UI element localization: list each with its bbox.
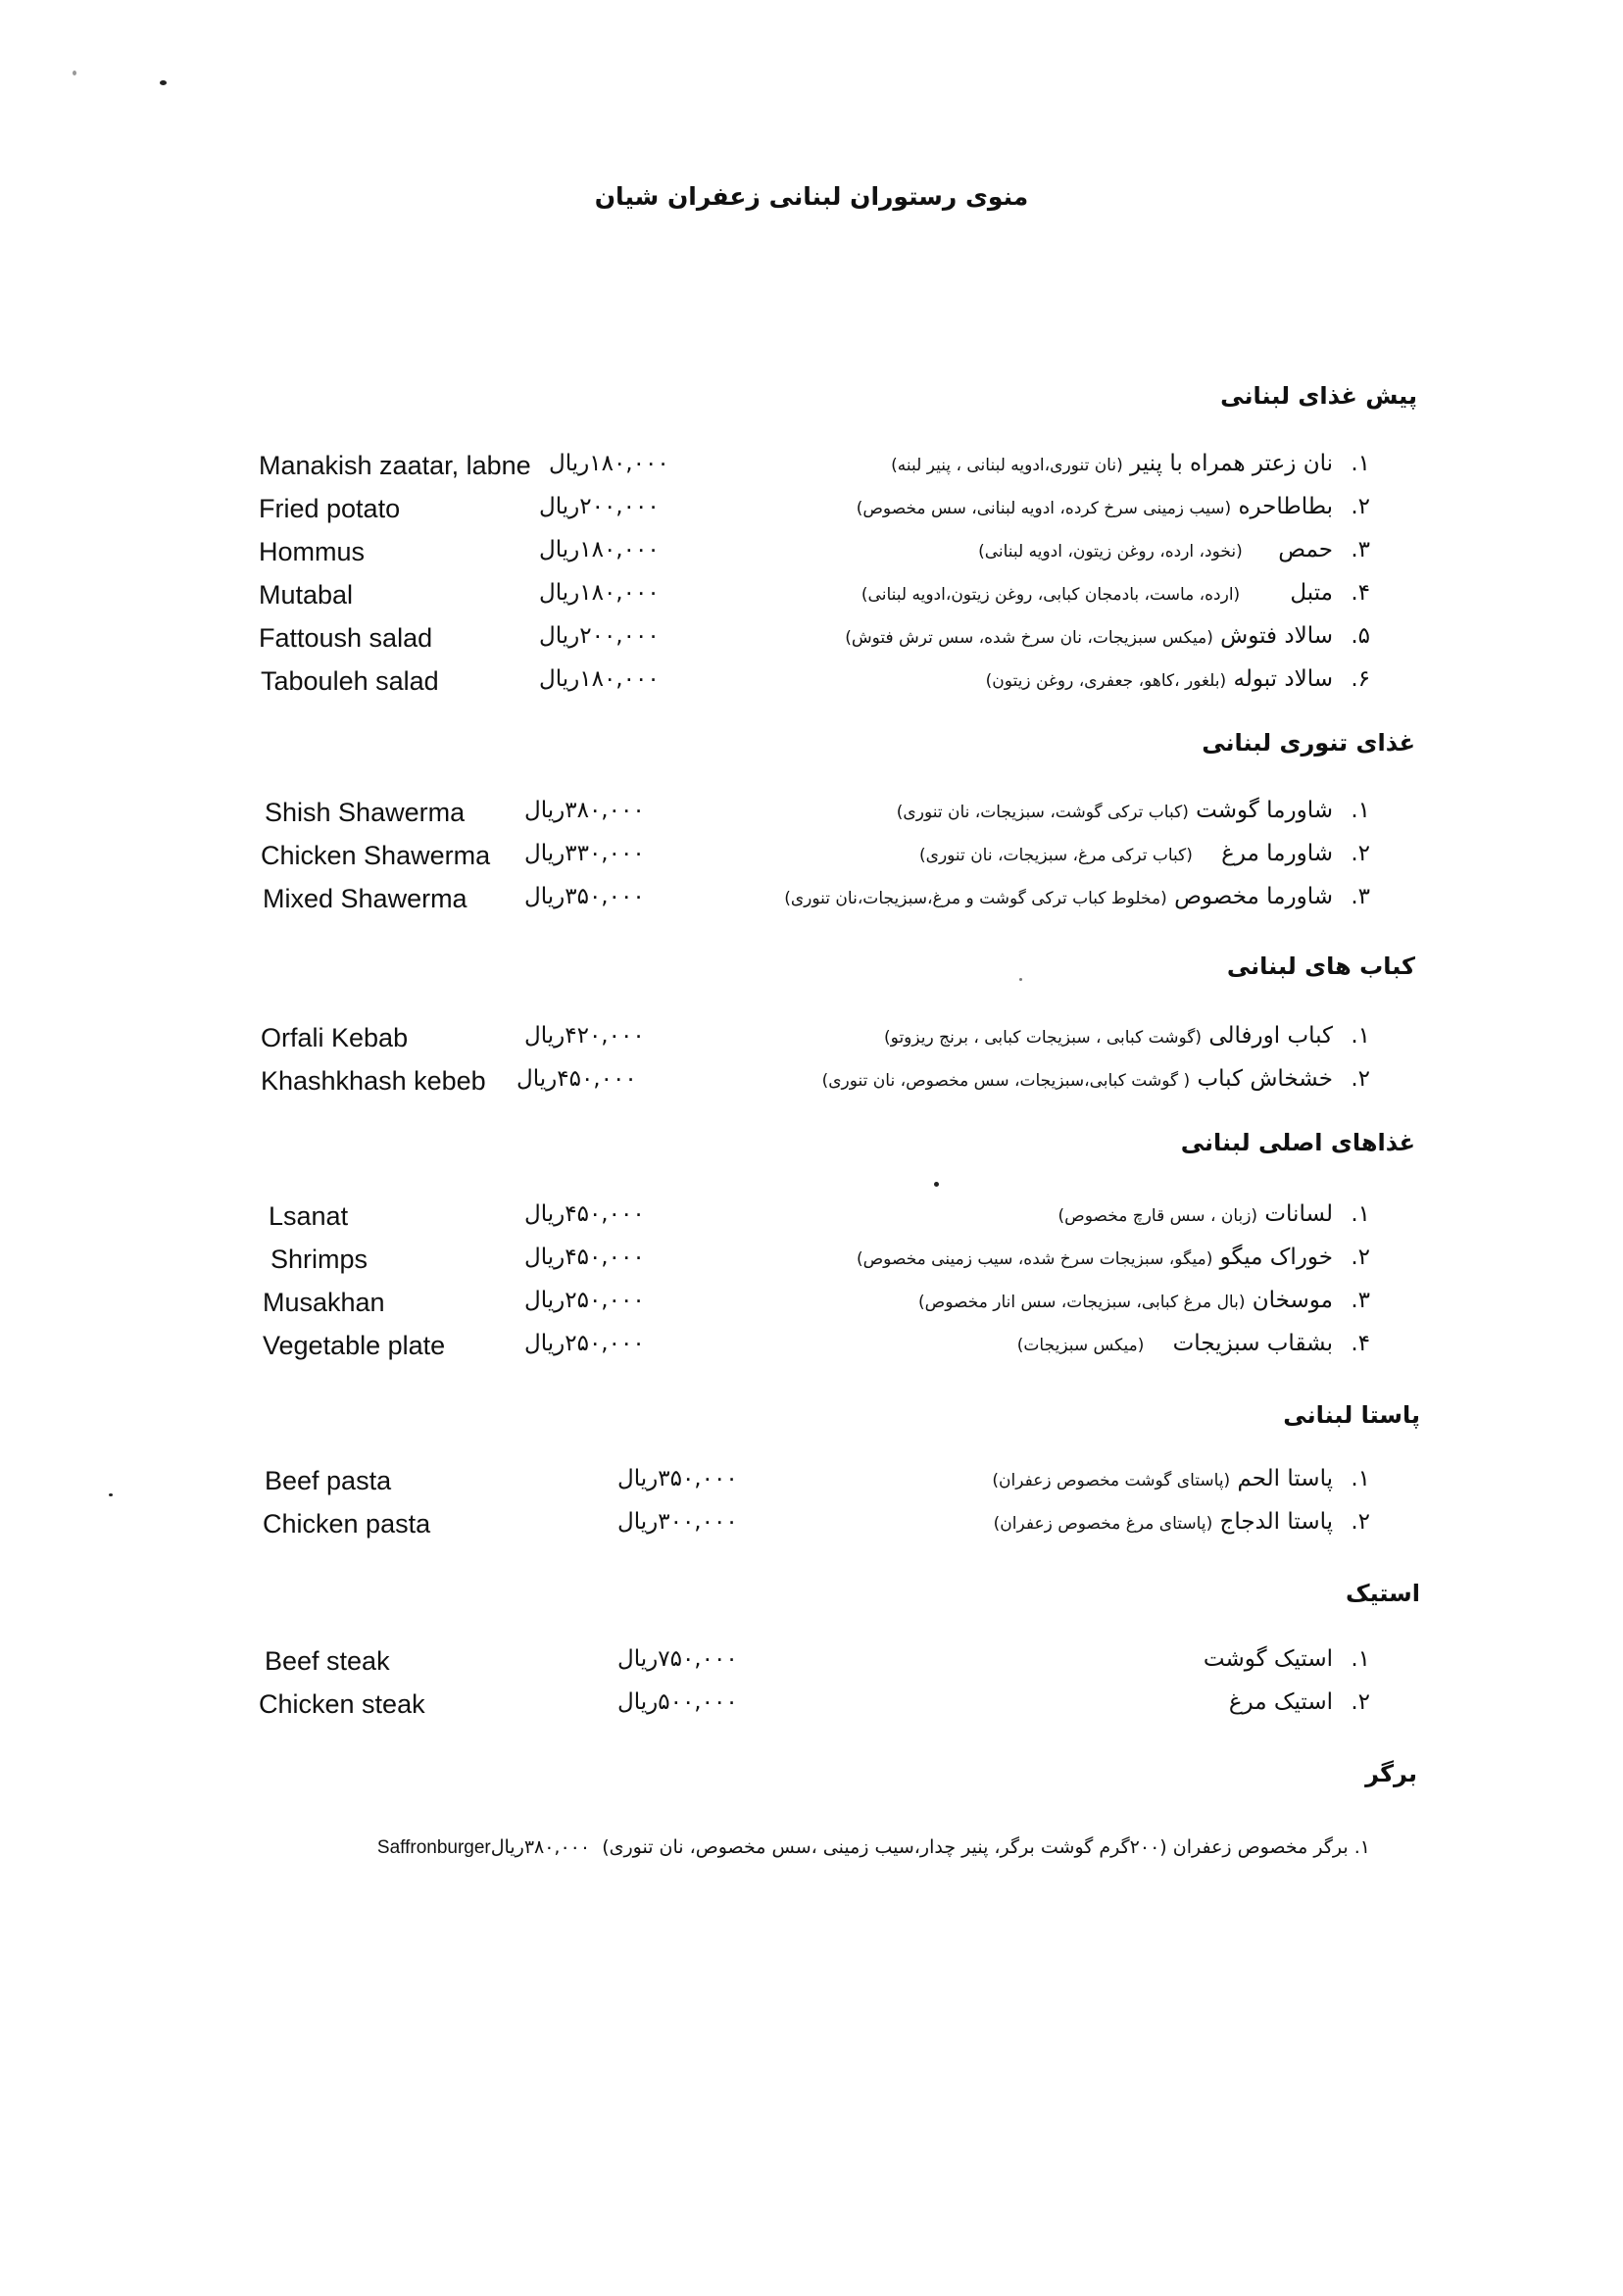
item-english-name: Vegetable plate [263, 1331, 446, 1360]
menu-item [0, 537, 1623, 576]
item-english-name: Saffronburger [376, 1837, 491, 1858]
section-heading-appetizers: پیش غذای لبنانی [1220, 382, 1417, 410]
item-persian-name: شاورما مخصوص [1174, 884, 1333, 909]
item-number: ۲. [1351, 1689, 1370, 1715]
item-number: ۲. [1351, 494, 1370, 519]
item-english-name: Mutabal [259, 580, 354, 610]
item-number: ۱. [1351, 1466, 1370, 1491]
item-persian-description [822, 1066, 1333, 1092]
section-heading-main-dishes: غذاهای اصلی لبنانی [1180, 1129, 1415, 1156]
page-title: منوی رستوران لبنانی زعفران شیان [594, 182, 1029, 211]
item-persian-detail: (میگو، سبزیجات سرخ شده، سیب زمینی مخصوص) [856, 1249, 1213, 1269]
menu-item [0, 841, 1623, 880]
item-persian-description [1058, 1201, 1333, 1227]
item-persian-detail: (زبان ، سس قارچ مخصوص) [1057, 1206, 1258, 1226]
item-persian-description [992, 1466, 1333, 1491]
item-price: ۳۸۰,۰۰۰ریال [524, 798, 645, 823]
menu-item [0, 451, 1623, 490]
item-persian-name: حمص [1278, 537, 1333, 562]
item-persian-description [784, 884, 1333, 909]
section-heading-burger: برگر [1365, 1760, 1417, 1787]
item-persian-description [919, 841, 1333, 866]
item-english-name: Beef steak [265, 1646, 390, 1676]
item-price: ۷۵۰,۰۰۰ریال [617, 1646, 738, 1672]
item-number: ۴. [1351, 580, 1370, 606]
item-persian-description [994, 1509, 1333, 1535]
item-number: ۴. [1351, 1331, 1370, 1356]
item-english-name: Hommus [259, 537, 366, 566]
item-english-name: Tabouleh salad [261, 666, 439, 696]
scan-speck [73, 71, 76, 75]
item-number: ۱. [1351, 1023, 1370, 1049]
menu-item [0, 1201, 1623, 1241]
item-price: ۱۸۰,۰۰۰ریال [539, 666, 660, 692]
item-persian-description [884, 1023, 1333, 1049]
section-heading-tandoori: غذای تنوری لبنانی [1202, 729, 1415, 757]
item-persian-description [1017, 1331, 1333, 1356]
item-persian-name: لسانات [1264, 1201, 1333, 1227]
item-persian-detail: (کباب ترکی گوشت، سبزیجات، نان تنوری) [896, 803, 1189, 822]
item-english-name: Orfali Kebab [261, 1023, 409, 1052]
item-english-name: Chicken pasta [263, 1509, 431, 1539]
menu-item [0, 1466, 1623, 1505]
item-number: ۲. [1351, 1509, 1370, 1535]
scan-speck [1019, 978, 1022, 981]
item-number: ۱. [1351, 1646, 1370, 1672]
item-number: ۳. [1351, 1288, 1370, 1313]
item-persian-description [857, 494, 1333, 519]
item-persian-name: پاستا الدجاج [1219, 1509, 1333, 1535]
item-number: ۳. [1351, 884, 1370, 909]
section-heading-steak: استیک [1346, 1580, 1420, 1607]
item-english-name: Lsanat [269, 1201, 349, 1231]
item-price: ۲۰۰,۰۰۰ریال [539, 494, 660, 519]
item-persian-detail: (میکس سبزیجات) [1016, 1336, 1145, 1355]
item-persian-description [857, 1245, 1333, 1270]
item-persian-detail: (کباب ترکی مرغ، سبزیجات، نان تنوری) [919, 846, 1193, 865]
item-number: ۶. [1351, 666, 1370, 692]
item-persian-description [918, 1288, 1333, 1313]
item-price: ۴۵۰,۰۰۰ریال [524, 1201, 645, 1227]
menu-item [0, 1646, 1623, 1685]
section-heading-pasta: پاستا لبنانی [1283, 1401, 1420, 1429]
scan-speck [934, 1182, 939, 1187]
item-persian-name: شاورما گوشت [1196, 798, 1333, 823]
item-price: ۴۵۰,۰۰۰ریال [516, 1066, 637, 1092]
item-persian-description [897, 798, 1333, 823]
menu-item [0, 1245, 1623, 1284]
item-persian-detail: (میکس سبزیجات، نان سرخ شده، سس ترش فتوش) [845, 628, 1213, 648]
item-english-name: Shrimps [270, 1245, 369, 1274]
item-persian-detail: ( گوشت کبابی،سبزیجات، سس مخصوص، نان تنوری) [821, 1071, 1191, 1091]
item-english-name: Fattoush salad [259, 623, 433, 653]
scan-speck [160, 80, 167, 85]
menu-item [0, 494, 1623, 533]
item-price: ۱۸۰,۰۰۰ریال [539, 537, 660, 562]
item-price: ۳۸۰,۰۰۰ریال [490, 1836, 591, 1858]
item-persian-detail: (مخلوط کباب ترکی گوشت و مرغ،سبزیجات،نان تنوری) [784, 889, 1167, 908]
item-persian-name: سالاد تبوله [1233, 666, 1333, 692]
item-persian-name: برگر مخصوص زعفران [1172, 1836, 1349, 1858]
item-number: ۱. [1351, 1201, 1370, 1227]
item-persian-detail: (پاستای گوشت مخصوص زعفران) [992, 1471, 1231, 1490]
item-persian-name: پاستا الحم [1237, 1466, 1333, 1491]
item-persian-name: متبل [1290, 580, 1333, 606]
item-persian-detail: (۲۰۰گرم گوشت برگر، پنیر چدار،سیب زمینی ،سس مخصوص، نان تنوری) [602, 1836, 1167, 1858]
item-persian-name: سالاد فتوش [1220, 623, 1333, 649]
item-price: ۱۸۰,۰۰۰ریال [539, 580, 660, 606]
item-english-name: Shish Shawerma [265, 798, 466, 827]
item-number: ۲. [1351, 1066, 1370, 1092]
item-persian-description [891, 451, 1333, 476]
item-price: ۴۲۰,۰۰۰ریال [524, 1023, 645, 1049]
item-persian-detail: (گوشت کبابی ، سبزیجات کبابی ، برنج ریزوتو) [884, 1028, 1203, 1048]
menu-item [0, 884, 1623, 923]
item-persian-name: بطاطاحره [1238, 494, 1333, 519]
item-price: ۳۵۰,۰۰۰ریال [524, 884, 645, 909]
item-number: ۲. [1351, 841, 1370, 866]
item-english-name: Musakhan [263, 1288, 385, 1317]
item-persian-name: خوراک میگو [1219, 1245, 1333, 1270]
menu-item [377, 1836, 1370, 1859]
menu-item [0, 1023, 1623, 1062]
item-price: ۳۵۰,۰۰۰ریال [617, 1466, 738, 1491]
item-persian-detail: (پاستای مرغ مخصوص زعفران) [993, 1514, 1213, 1534]
item-price: ۳۳۰,۰۰۰ریال [524, 841, 645, 866]
item-persian-name: نان زعتر همراه با پنیر [1130, 451, 1333, 476]
item-persian-description [845, 623, 1333, 649]
item-english-name: Beef pasta [265, 1466, 392, 1495]
item-price: ۱۸۰,۰۰۰ریال [549, 451, 669, 476]
menu-item [0, 1331, 1623, 1370]
item-persian-detail: (ارده، ماست، بادمجان کبابی، روغن زیتون،ادویه لبنانی) [861, 585, 1241, 605]
section-heading-kebabs: کباب های لبنانی [1226, 953, 1415, 980]
item-price: ۲۵۰,۰۰۰ریال [524, 1288, 645, 1313]
item-number: ۳. [1351, 537, 1370, 562]
item-persian-description [861, 580, 1333, 606]
item-persian-description [986, 666, 1333, 692]
item-english-name: Khashkhash kebeb [261, 1066, 486, 1096]
menu-item [0, 1288, 1623, 1327]
item-persian-description [1229, 1689, 1333, 1715]
item-persian-name: شاورما مرغ [1221, 841, 1333, 866]
menu-item [0, 1509, 1623, 1548]
item-price: ۲۵۰,۰۰۰ریال [524, 1331, 645, 1356]
item-persian-name: خشخاش کباب [1197, 1066, 1333, 1092]
item-persian-detail: (بلغور ،کاهو، جعفری، روغن زیتون) [985, 671, 1227, 691]
item-number: ۱. [1351, 798, 1370, 823]
menu-item [0, 580, 1623, 619]
item-english-name: Chicken steak [259, 1689, 425, 1719]
item-number: ۲. [1351, 1245, 1370, 1270]
item-price: ۵۰۰,۰۰۰ریال [617, 1689, 738, 1715]
menu-item [0, 623, 1623, 662]
item-persian-detail: (نان تنوری،ادویه لبنانی ، پنیر لبنه) [891, 456, 1123, 475]
item-english-name: Fried potato [259, 494, 401, 523]
item-persian-detail: (سیب زمینی سرخ کرده، ادویه لبنانی، سس مخصوص) [856, 499, 1232, 518]
item-number: ۱. [1353, 1836, 1370, 1858]
item-persian-name: کباب اورفالی [1208, 1023, 1333, 1049]
item-english-name: Mixed Shawerma [263, 884, 467, 913]
item-persian-name: استیک مرغ [1228, 1689, 1333, 1715]
item-price: ۳۰۰,۰۰۰ریال [617, 1509, 738, 1535]
item-persian-name: موسخان [1252, 1288, 1333, 1313]
menu-item [0, 798, 1623, 837]
item-price: ۲۰۰,۰۰۰ریال [539, 623, 660, 649]
item-persian-description [1204, 1646, 1333, 1672]
menu-item [0, 1066, 1623, 1105]
item-number: ۱. [1351, 451, 1370, 476]
item-persian-detail: (بال مرغ کبابی، سبزیجات، سس انار مخصوص) [918, 1293, 1246, 1312]
item-price: ۴۵۰,۰۰۰ریال [524, 1245, 645, 1270]
item-persian-name: بشقاب سبزیجات [1172, 1331, 1333, 1356]
item-persian-name: استیک گوشت [1203, 1646, 1333, 1672]
item-persian-detail: (نخود، ارده، روغن زیتون، ادویه لبنانی) [978, 542, 1243, 562]
menu-item [0, 1689, 1623, 1729]
item-persian-description [978, 537, 1333, 562]
menu-item [0, 666, 1623, 706]
item-number: ۵. [1351, 623, 1370, 649]
item-english-name: Manakish zaatar, labne [259, 451, 531, 480]
item-english-name: Chicken Shawerma [261, 841, 491, 870]
